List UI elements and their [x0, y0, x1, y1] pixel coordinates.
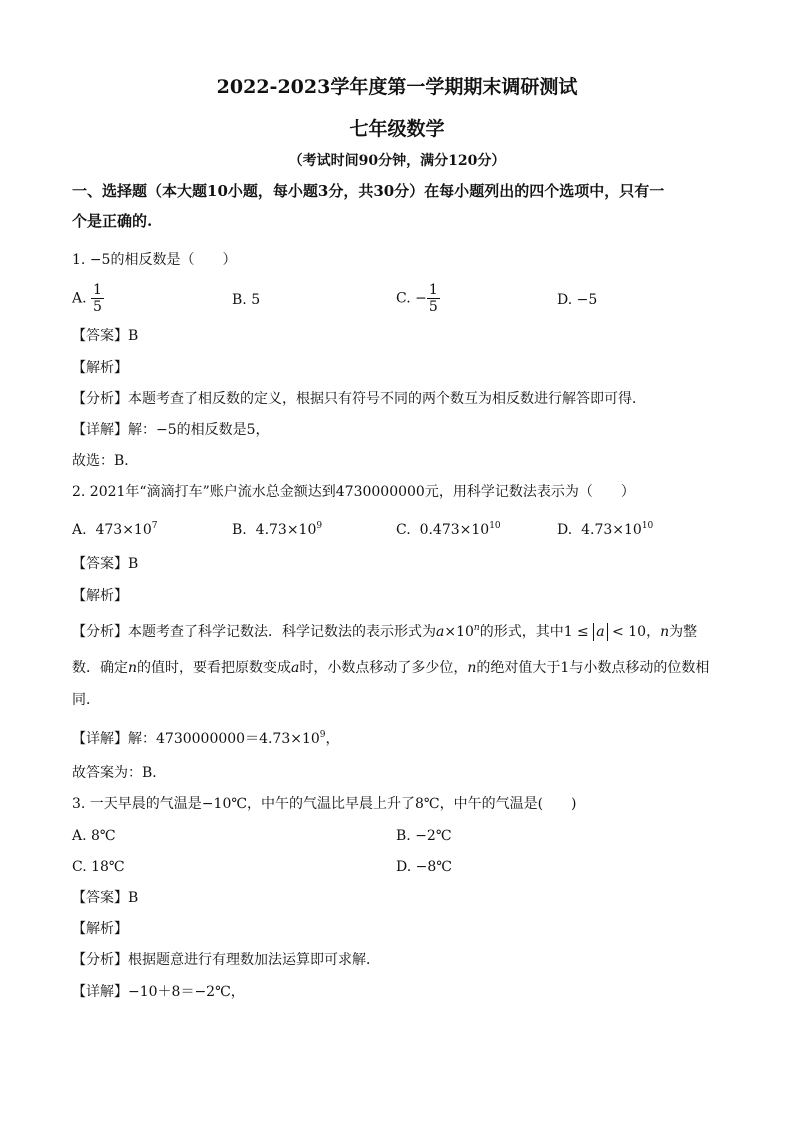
q1-conclusion: 故选：B．	[72, 453, 139, 469]
q2-option-d: D. $4.73\times 10^{10}$	[557, 521, 654, 538]
q1-option-a-fraction: $\frac{1}{5}$	[93, 282, 102, 315]
q2-analysis-label: 【解析】	[72, 588, 128, 604]
q1-text: 的相反数是（ ）	[110, 252, 237, 268]
q1-xiangjie: 【详解】解：−5的相反数是5，	[72, 422, 270, 438]
q1-stem	[72, 250, 236, 270]
q2-option-c: C. $0.473\times 10^{10}$	[396, 521, 501, 538]
q1-answer: 【答案】B	[72, 328, 139, 344]
q3-option-a: A. 8℃	[72, 828, 116, 844]
q2-answer: 【答案】B	[72, 556, 139, 572]
q2-conclusion: 故答案为：B．	[72, 765, 167, 781]
q2-option-b: B. $4.73\times 10^9$	[232, 521, 323, 538]
q1-expr: −5	[89, 252, 111, 268]
abs-value-a: a	[593, 623, 607, 641]
q3-option-d: D. −8℃	[396, 859, 452, 875]
q1-option-b: B. 5	[232, 292, 261, 308]
q3-analysis-label: 【解析】	[72, 921, 128, 937]
q3-answer: 【答案】B	[72, 890, 139, 906]
q1-fenxi: 【分析】本题考查了相反数的定义，根据只有符号不同的两个数互为相反数进行解答即可得．	[72, 391, 646, 407]
exam-title: 2022-2023学年度第一学期期末调研测试	[216, 76, 578, 98]
exam-info: （考试时间90分钟，满分120分）	[288, 153, 506, 169]
q1-analysis-label: 【解析】	[72, 360, 128, 376]
q1-option-c-fraction: $\frac{1}{5}$	[428, 282, 438, 315]
q1-option-a: A. $\frac{1}{5}$	[72, 282, 102, 315]
q3-stem: 3. 一天早晨的气温是−10℃，中午的气温比早晨上升了8℃，中午的气温是( )	[72, 796, 577, 812]
q1-number: 1.	[72, 252, 86, 268]
q2-fenxi-line3: 同．	[72, 692, 100, 708]
q2-stem: 2. 2021年“滴滴打车”账户流水总金额达到4730000000元，用科学记数法表示为（ ）	[72, 484, 635, 500]
q2-fenxi-line1: 【分析】本题考查了科学记数法．科学记数法的表示形式为$a\times 10^n$的形式，其中1 ≤ a < 10，n为整	[72, 623, 698, 640]
q1-option-d: D. −5	[557, 292, 598, 308]
section-heading-line1: 一、选择题（本大题10小题，每小题3分，共30分）在每小题列出的四个选项中，只有一	[72, 182, 665, 200]
q3-xiangjie: 【详解】−10＋8＝−2℃，	[72, 984, 245, 1000]
exam-subtitle: 七年级数学	[349, 118, 445, 140]
q3-fenxi: 【分析】根据题意进行有理数加法运算即可求解．	[72, 952, 380, 968]
q2-fenxi-line2: 数．确定n的值时，要看把原数变成a时，小数点移动了多少位，n的绝对值大于1与小数点移动的位数相	[72, 660, 710, 676]
q2-option-a: A. $473\times 10^7$	[72, 521, 158, 538]
q3-option-b: B. −2℃	[396, 828, 452, 844]
q1-option-c: C. − $\frac{1}{5}$	[396, 282, 438, 315]
section-heading-line2: 个是正确的.	[72, 212, 153, 230]
q3-option-c: C. 18℃	[72, 859, 125, 875]
q2-xiangjie: 【详解】解：$4730000000=4.73\times 10^9$，	[72, 730, 340, 747]
